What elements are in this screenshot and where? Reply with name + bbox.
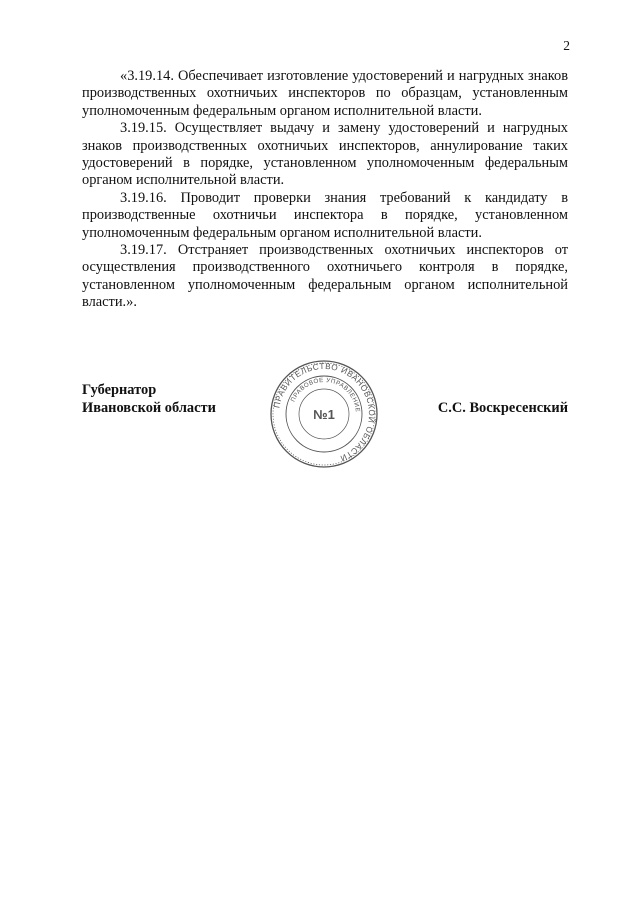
paragraph-3-19-14: «3.19.14. Обеспечивает изготовление удостоверений и нагрудных знаков производственных охотничьих инспекторов по образцам, установленным уполномоченным федеральным органом исполнительной власти. <box>82 68 568 119</box>
official-seal <box>268 358 380 470</box>
paragraph-3-19-17: 3.19.17. Отстраняет производственных охотничьих инспекторов от осуществления производственного охотничьего контроля в порядке, установленном уполномоченным федеральным органом исполнительной власти.». <box>82 242 568 311</box>
document-body <box>82 68 568 312</box>
signatory-title-line2: Ивановской области <box>82 400 216 416</box>
seal-center-number: №1 <box>313 407 335 422</box>
signatory-title <box>82 381 216 417</box>
signature-block <box>82 361 568 478</box>
signatory-title-line1: Губернатор <box>82 382 157 398</box>
paragraph-3-19-16: 3.19.16. Проводит проверки знания требований к кандидату в производственные охотничьи инспектора в порядке, установленном уполномоченным федеральным органом исполнительной власти. <box>82 189 568 241</box>
page-number: 2 <box>563 38 570 53</box>
signatory-name: С.С. Воскресенский <box>437 400 568 416</box>
seal-inner-text: ПРАВОВОЕ УПРАВЛЕНИЕ <box>289 376 362 413</box>
paragraph-3-19-15: 3.19.15. Осуществляет выдачу и замену удостоверений и нагрудных знаков производственных охотничьих инспекторов, аннулирование таких удостоверений в порядке, установленном уполномоченным федеральным органом исполнительной власти. <box>82 120 568 189</box>
seal-outer-text: ПРАВИТЕЛЬСТВО ИВАНОВСКОЙ ОБЛАСТИ <box>272 361 377 463</box>
